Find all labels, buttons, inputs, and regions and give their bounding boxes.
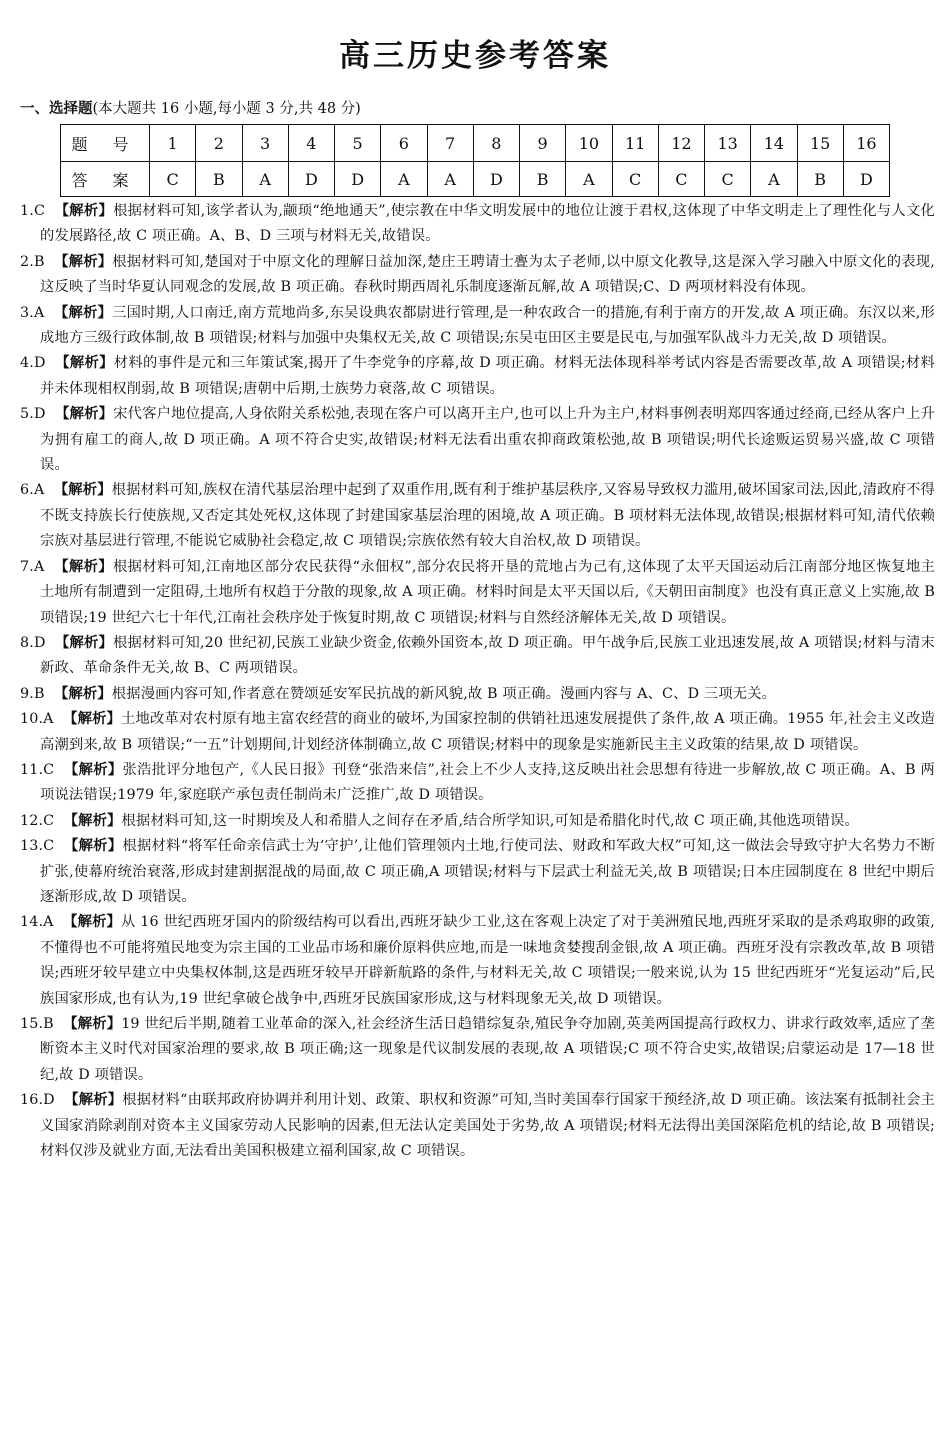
question-analysis: [20, 301, 935, 352]
analysis-text: 土地改革对农村原有地主富农经营的商业的破坏,为国家控制的供销社迅速发展提供了条件,故 A 项正确。1955 年,社会主义改造高潮到来,故 B 项错误;“一五”计划期间,计划经济体制确立,故 C 项错误;材料中的现象是实施新民主主义政策的结果,故 D 项错误。: [40, 711, 935, 753]
question-analysis: [20, 555, 935, 631]
analysis-text: 19 世纪后半期,随着工业革命的深入,社会经济生活日趋错综复杂,殖民争夺加剧,英美两国提高行政权力、讲求行政效率,适应了垄断资本主义时代对国家治理的要求,故 B 项正确;这一现象是代议制发展的表现,故 A 项错误;C 项不符合史实,故错误;启蒙运动是 17—18 世纪,故 D 项错误。: [40, 1016, 935, 1083]
analysis-tag: 【解析】: [63, 914, 122, 931]
question-analysis: [20, 199, 935, 250]
question-number-cell: 13: [705, 125, 751, 162]
question-answer-number: 13.C: [20, 838, 55, 855]
question-analysis: [20, 758, 935, 809]
question-answer-number: 1.C: [20, 203, 46, 219]
question-number-cell: 12: [658, 125, 704, 162]
question-number-cell: 10: [566, 125, 612, 162]
answer-cell: C: [705, 162, 751, 197]
question-number-cell: 8: [473, 125, 519, 162]
answer-table: [60, 124, 890, 197]
analysis-list: [20, 199, 935, 1164]
answer-table-answer-row: [61, 162, 890, 197]
section-label: 一、选择题: [20, 100, 93, 117]
section-note: (本大题共 16 小题,每小题 3 分,共 48 分): [92, 101, 361, 117]
answer-cell: C: [612, 162, 658, 197]
section-heading: [20, 97, 361, 118]
question-answer-number: 11.C: [20, 761, 55, 778]
question-analysis: [20, 478, 935, 554]
question-analysis: [20, 1012, 935, 1088]
answer-cell: B: [797, 162, 843, 197]
analysis-tag: 【解析】: [55, 406, 114, 423]
answer-cell: D: [473, 162, 519, 197]
answer-cell: D: [843, 162, 889, 197]
question-number-cell: 4: [288, 125, 334, 162]
analysis-text: 根据材料可知,族权在清代基层治理中起到了双重作用,既有利于维护基层秩序,又容易导致权力滥用,破坏国家司法,因此,清政府不得不既支持族长行使族规,又否定其处死权,这体现了封建国家基层治理的困境,故 A 项正确。B 项材料无法体现,故错误;根据材料可知,清代依赖宗族对基层进行管理,不能说它威胁社会稳定,故 C 项错误;宗族依然有较大自治权,故 D 项错误。: [40, 482, 935, 550]
question-number-cell: 11: [612, 125, 658, 162]
question-analysis: [20, 834, 935, 910]
analysis-tag: 【解析】: [64, 1092, 123, 1109]
analysis-text: 宋代客户地位提高,人身依附关系松弛,表现在客户可以离开主户,也可以上升为主户,材料事例表明郑四客通过经商,已经从客户上升为拥有雇工的商人,故 D 项正确。A 项不符合史实,故错误;材料无法看出重农抑商政策松弛,故 B 项错误;明代长途贩运贸易兴盛,故 C 项错误。: [40, 406, 936, 474]
question-analysis: [20, 351, 935, 402]
analysis-text: 根据材料可知,20 世纪初,民族工业缺少资金,依赖外国资本,故 D 项正确。甲午战争后,民族工业迅速发展,故 A 项错误;材料与清末新政、革命条件无关,故 B、C 两项错误。: [40, 634, 935, 677]
question-answer-number: 9.B: [20, 685, 45, 702]
analysis-tag: 【解析】: [54, 253, 113, 270]
number-row-label: 题 号: [61, 125, 150, 162]
question-answer-number: 12.C: [20, 812, 55, 829]
question-answer-number: 4.D: [20, 355, 46, 372]
analysis-text: 根据材料“将军任命亲信武士为‘守护’,让他们管理领内土地,行使司法、财政和军政大权”可知,这一做法会导致守护大名势力不断扩张,使幕府统治衰落,形成封建割据混战的局面,故 C 项正确,A 项错误;材料与下层武士利益无关,故 B 项错误;日本庄园制度在 8 世纪中期后逐渐形成,故 D 项错误。: [40, 838, 935, 905]
answer-cell: D: [335, 162, 381, 197]
question-number-cell: 2: [196, 125, 242, 162]
answer-cell: A: [566, 162, 612, 197]
analysis-text: 根据材料可知,江南地区部分农民获得“永佃权”,部分农民将开垦的荒地占为己有,这体现了太平天国运动后江南部分地区恢复地主土地所有制遭到一定阻碍,土地所有权趋于分散的现象,故 A 项正确。材料时间是太平天国以后,《天朝田亩制度》也没有真正意义上实施,故 B 项错误;19 世纪六七十年代,江南社会秩序处于恢复时期,故 C 项错误;材料与自然经济解体无关,故 D 项错误。: [40, 558, 935, 626]
question-answer-number: 2.B: [20, 253, 45, 270]
analysis-text: 根据材料可知,楚国对于中原文化的理解日益加深,楚庄王聘请士亹为太子老师,以中原文化教导,这是深入学习融入中原文化的表现,这反映了当时华夏认同观念的发展,故 B 项正确。春秋时期西周礼乐制度逐渐瓦解,故 A 项错误;C、D 两项材料没有体现。: [40, 253, 936, 296]
analysis-tag: 【解析】: [64, 761, 123, 778]
analysis-text: 根据漫画内容可知,作者意在赞颂延安军民抗战的新风貌,故 B 项正确。漫画内容与 A、C、D 三项无关。: [111, 685, 777, 702]
page-title: 高三历史参考答案: [339, 38, 611, 74]
question-number-cell: 3: [242, 125, 288, 162]
analysis-tag: 【解析】: [63, 1016, 122, 1032]
answer-cell: D: [288, 162, 334, 197]
answer-cell: B: [520, 162, 566, 197]
answer-cell: C: [658, 162, 704, 197]
question-analysis: [20, 631, 935, 682]
question-number-cell: 9: [520, 125, 566, 162]
answer-cell: A: [242, 162, 288, 197]
analysis-text: 根据材料“由联邦政府协调并利用计划、政策、职权和资源”可知,当时美国奉行国家干预经济,故 D 项正确。该法案有抵制社会主义国家消除剥削对资本主义国家劳动人民影响的因素,但无法认定美国处于劣势,故 A 项错误;材料无法得出美国深陷危机的结论,故 B 项错误;材料仅涉及就业方面,无法看出美国积极建立福利国家,故 C 项错误。: [40, 1092, 935, 1160]
question-number-cell: 16: [843, 125, 889, 162]
analysis-text: 材料的事件是元和三年策试案,揭开了牛李党争的序幕,故 D 项正确。材料无法体现科举考试内容是否需要改革,故 A 项错误;材料并未体现相权削弱,故 B 项错误;唐朝中后期,士族势力衰落,故 C 项错误。: [40, 355, 935, 397]
analysis-tag: 【解析】: [63, 812, 122, 829]
question-answer-number: 7.A: [20, 558, 45, 575]
answer-cell: A: [751, 162, 797, 197]
question-number-cell: 14: [751, 125, 797, 162]
analysis-tag: 【解析】: [54, 558, 113, 575]
question-answer-number: 14.A: [20, 914, 54, 931]
question-number-cell: 5: [335, 125, 381, 162]
analysis-tag: 【解析】: [63, 711, 122, 728]
question-number-cell: 1: [150, 125, 196, 162]
question-number-cell: 15: [797, 125, 843, 162]
analysis-text: 从 16 世纪西班牙国内的阶级结构可以看出,西班牙缺少工业,这在客观上决定了对于美洲殖民地,西班牙采取的是杀鸡取卵的政策,不懂得也不可能将殖民地变为宗主国的工业品市场和廉价原料供应地,而是一味地贪婪搜刮金银,故 A 项正确。西班牙没有宗教改革,故 B 项错误;西班牙较早建立中央集权体制,这是西班牙较早开辟新航路的条件,与材料无关,故 C 项错误;一般来说,认为 15 世纪西班牙“光复运动”后,民族国家形成,也有认为,19 世纪拿破仑战争中,西班牙民族国家形成,这与材料现象无关,故 D 项错误。: [40, 914, 935, 1007]
question-number-cell: 7: [427, 125, 473, 162]
question-analysis: [20, 910, 935, 1012]
analysis-text: 张浩批评分地包产,《人民日报》刊登“张浩来信”,社会上不少人支持,这反映出社会思想有待进一步解放,故 C 项正确。A、B 两项说法错误;1979 年,家庭联产承包责任制尚未广泛推广,故 D 项错误。: [40, 761, 936, 804]
question-analysis: [20, 809, 935, 834]
question-analysis: [20, 402, 935, 478]
analysis-tag: 【解析】: [55, 634, 113, 651]
answer-table-number-row: [61, 125, 890, 162]
analysis-text: 三国时期,人口南迁,南方荒地尚多,东吴设典农都尉进行管理,是一种农政合一的措施,有利于南方的开发,故 A 项正确。东汉以来,形成地方三级行政体制,故 B 项错误;材料与加强中央集权无关,故 C 项错误;东吴屯田区主要是民屯,与加强军队战斗力无关,故 D 项错误。: [40, 304, 936, 347]
analysis-tag: 【解析】: [55, 355, 114, 372]
question-analysis: [20, 1088, 935, 1164]
analysis-tag: 【解析】: [53, 482, 112, 499]
question-answer-number: 10.A: [20, 711, 54, 728]
analysis-tag: 【解析】: [53, 304, 113, 321]
question-answer-number: 15.B: [20, 1016, 54, 1032]
question-analysis: [20, 707, 935, 758]
analysis-tag: 【解析】: [63, 838, 123, 855]
question-number-cell: 6: [381, 125, 427, 162]
analysis-text: 根据材料可知,该学者认为,颛顼“绝地通天”,使宗教在中华文明发展中的地位让渡于君权,这体现了中华文明走上了理性化与人文化的发展路径,故 C 项正确。A、B、D 三项与材料无关,故错误。: [40, 203, 935, 245]
question-answer-number: 5.D: [20, 406, 46, 423]
question-answer-number: 6.A: [20, 482, 45, 499]
answer-cell: C: [150, 162, 196, 197]
analysis-tag: 【解析】: [54, 203, 114, 219]
question-answer-number: 8.D: [20, 634, 46, 651]
answer-row-label: 答 案: [61, 162, 150, 197]
analysis-text: 根据材料可知,这一时期埃及人和希腊人之间存在矛盾,结合所学知识,可知是希腊化时代,故 C 项正确,其他选项错误。: [121, 812, 859, 829]
question-answer-number: 3.A: [20, 304, 45, 321]
question-analysis: [20, 682, 935, 707]
answer-cell: B: [196, 162, 242, 197]
analysis-tag: 【解析】: [54, 685, 112, 702]
question-analysis: [20, 250, 935, 301]
answer-cell: A: [381, 162, 427, 197]
question-answer-number: 16.D: [20, 1092, 55, 1109]
answer-cell: A: [427, 162, 473, 197]
